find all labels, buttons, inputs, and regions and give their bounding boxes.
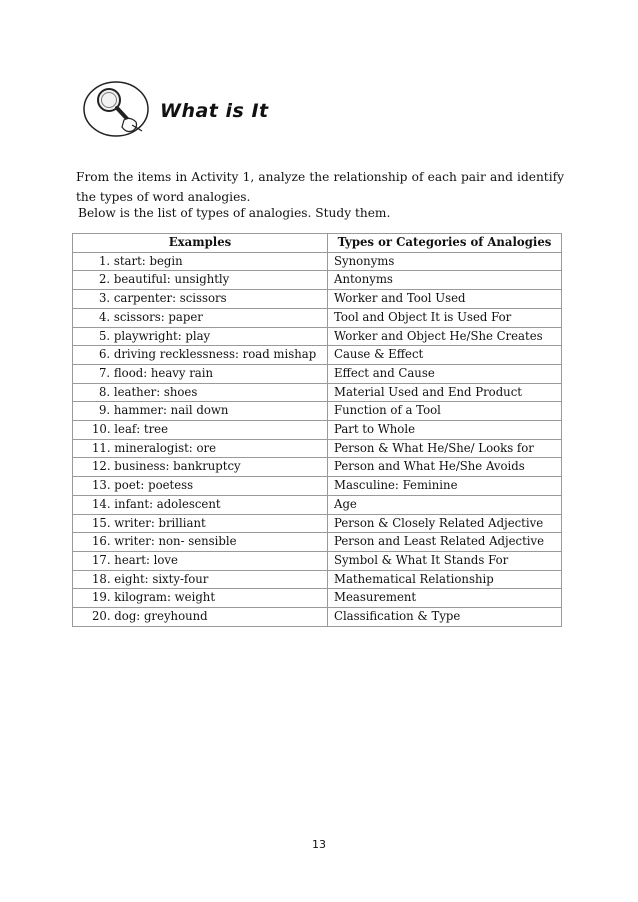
table-row [73,327,562,346]
table-row [73,271,562,290]
example-cell: 13. poet: poetess [73,477,328,496]
table-row [73,346,562,365]
analogy-type-cell: Person and What He/She Avoids [328,458,562,477]
analogy-type-cell: Worker and Object He/She Creates [328,327,562,346]
analogy-type-cell: Age [328,495,562,514]
section-header [82,80,382,140]
example-cell: 9. hammer: nail down [73,402,328,421]
intro-paragraph: From the items in Activity 1, analyze the relationship of each pair and identify the types of word analogies. [76,170,564,204]
example-cell: 18. eight: sixty-four [73,570,328,589]
table-row [73,364,562,383]
example-cell: 6. driving recklessness: road mishap [73,346,328,365]
table-row [73,570,562,589]
analogy-type-cell: Effect and Cause [328,364,562,383]
example-cell: 11. mineralogist: ore [73,439,328,458]
table-row [73,439,562,458]
instruction-text: Below is the list of types of analogies. Study them. [78,206,391,220]
analogy-type-cell: Person & What He/She/ Looks for [328,439,562,458]
table-row [73,252,562,271]
analogy-type-cell: Mathematical Relationship [328,570,562,589]
analogy-type-cell: Antonyms [328,271,562,290]
example-cell: 17. heart: love [73,551,328,570]
example-cell: 14. infant: adolescent [73,495,328,514]
page-number: 13 [312,838,326,851]
example-cell: 16. writer: non- sensible [73,533,328,552]
analogy-type-cell: Masculine: Feminine [328,477,562,496]
table-header-row [73,234,562,253]
table-row [73,402,562,421]
magnifying-glass-icon [82,80,150,138]
analogy-type-cell: Cause & Effect [328,346,562,365]
example-cell: 12. business: bankruptcy [73,458,328,477]
example-cell: 15. writer: brilliant [73,514,328,533]
example-cell: 7. flood: heavy rain [73,364,328,383]
table-row [73,533,562,552]
table-row [73,589,562,608]
column-header-examples: Examples [73,234,328,253]
analogies-table [72,233,562,627]
example-cell: 5. playwright: play [73,327,328,346]
example-cell: 10. leaf: tree [73,421,328,440]
analogy-type-cell: Measurement [328,589,562,608]
example-cell: 19. kilogram: weight [73,589,328,608]
page-title: What is It [160,100,269,122]
table-row [73,383,562,402]
example-cell: 4. scissors: paper [73,308,328,327]
analogy-type-cell: Material Used and End Product [328,383,562,402]
example-cell: 3. carpenter: scissors [73,290,328,309]
analogy-type-cell: Synonyms [328,252,562,271]
table-row [73,608,562,627]
example-cell: 8. leather: shoes [73,383,328,402]
table-row [73,458,562,477]
example-cell: 20. dog: greyhound [73,608,328,627]
analogy-type-cell: Worker and Tool Used [328,290,562,309]
table-row [73,421,562,440]
table-row [73,308,562,327]
column-header-types: Types or Categories of Analogies [328,234,562,253]
analogy-type-cell: Person and Least Related Adjective [328,533,562,552]
analogy-type-cell: Tool and Object It is Used For [328,308,562,327]
table-row [73,495,562,514]
analogy-type-cell: Person & Closely Related Adjective [328,514,562,533]
analogy-type-cell: Classification & Type [328,608,562,627]
table-row [73,514,562,533]
table-row [73,551,562,570]
example-cell: 2. beautiful: unsightly [73,271,328,290]
table-row [73,290,562,309]
analogy-type-cell: Part to Whole [328,421,562,440]
analogy-type-cell: Function of a Tool [328,402,562,421]
table-row [73,477,562,496]
analogy-type-cell: Symbol & What It Stands For [328,551,562,570]
example-cell: 1. start: begin [73,252,328,271]
